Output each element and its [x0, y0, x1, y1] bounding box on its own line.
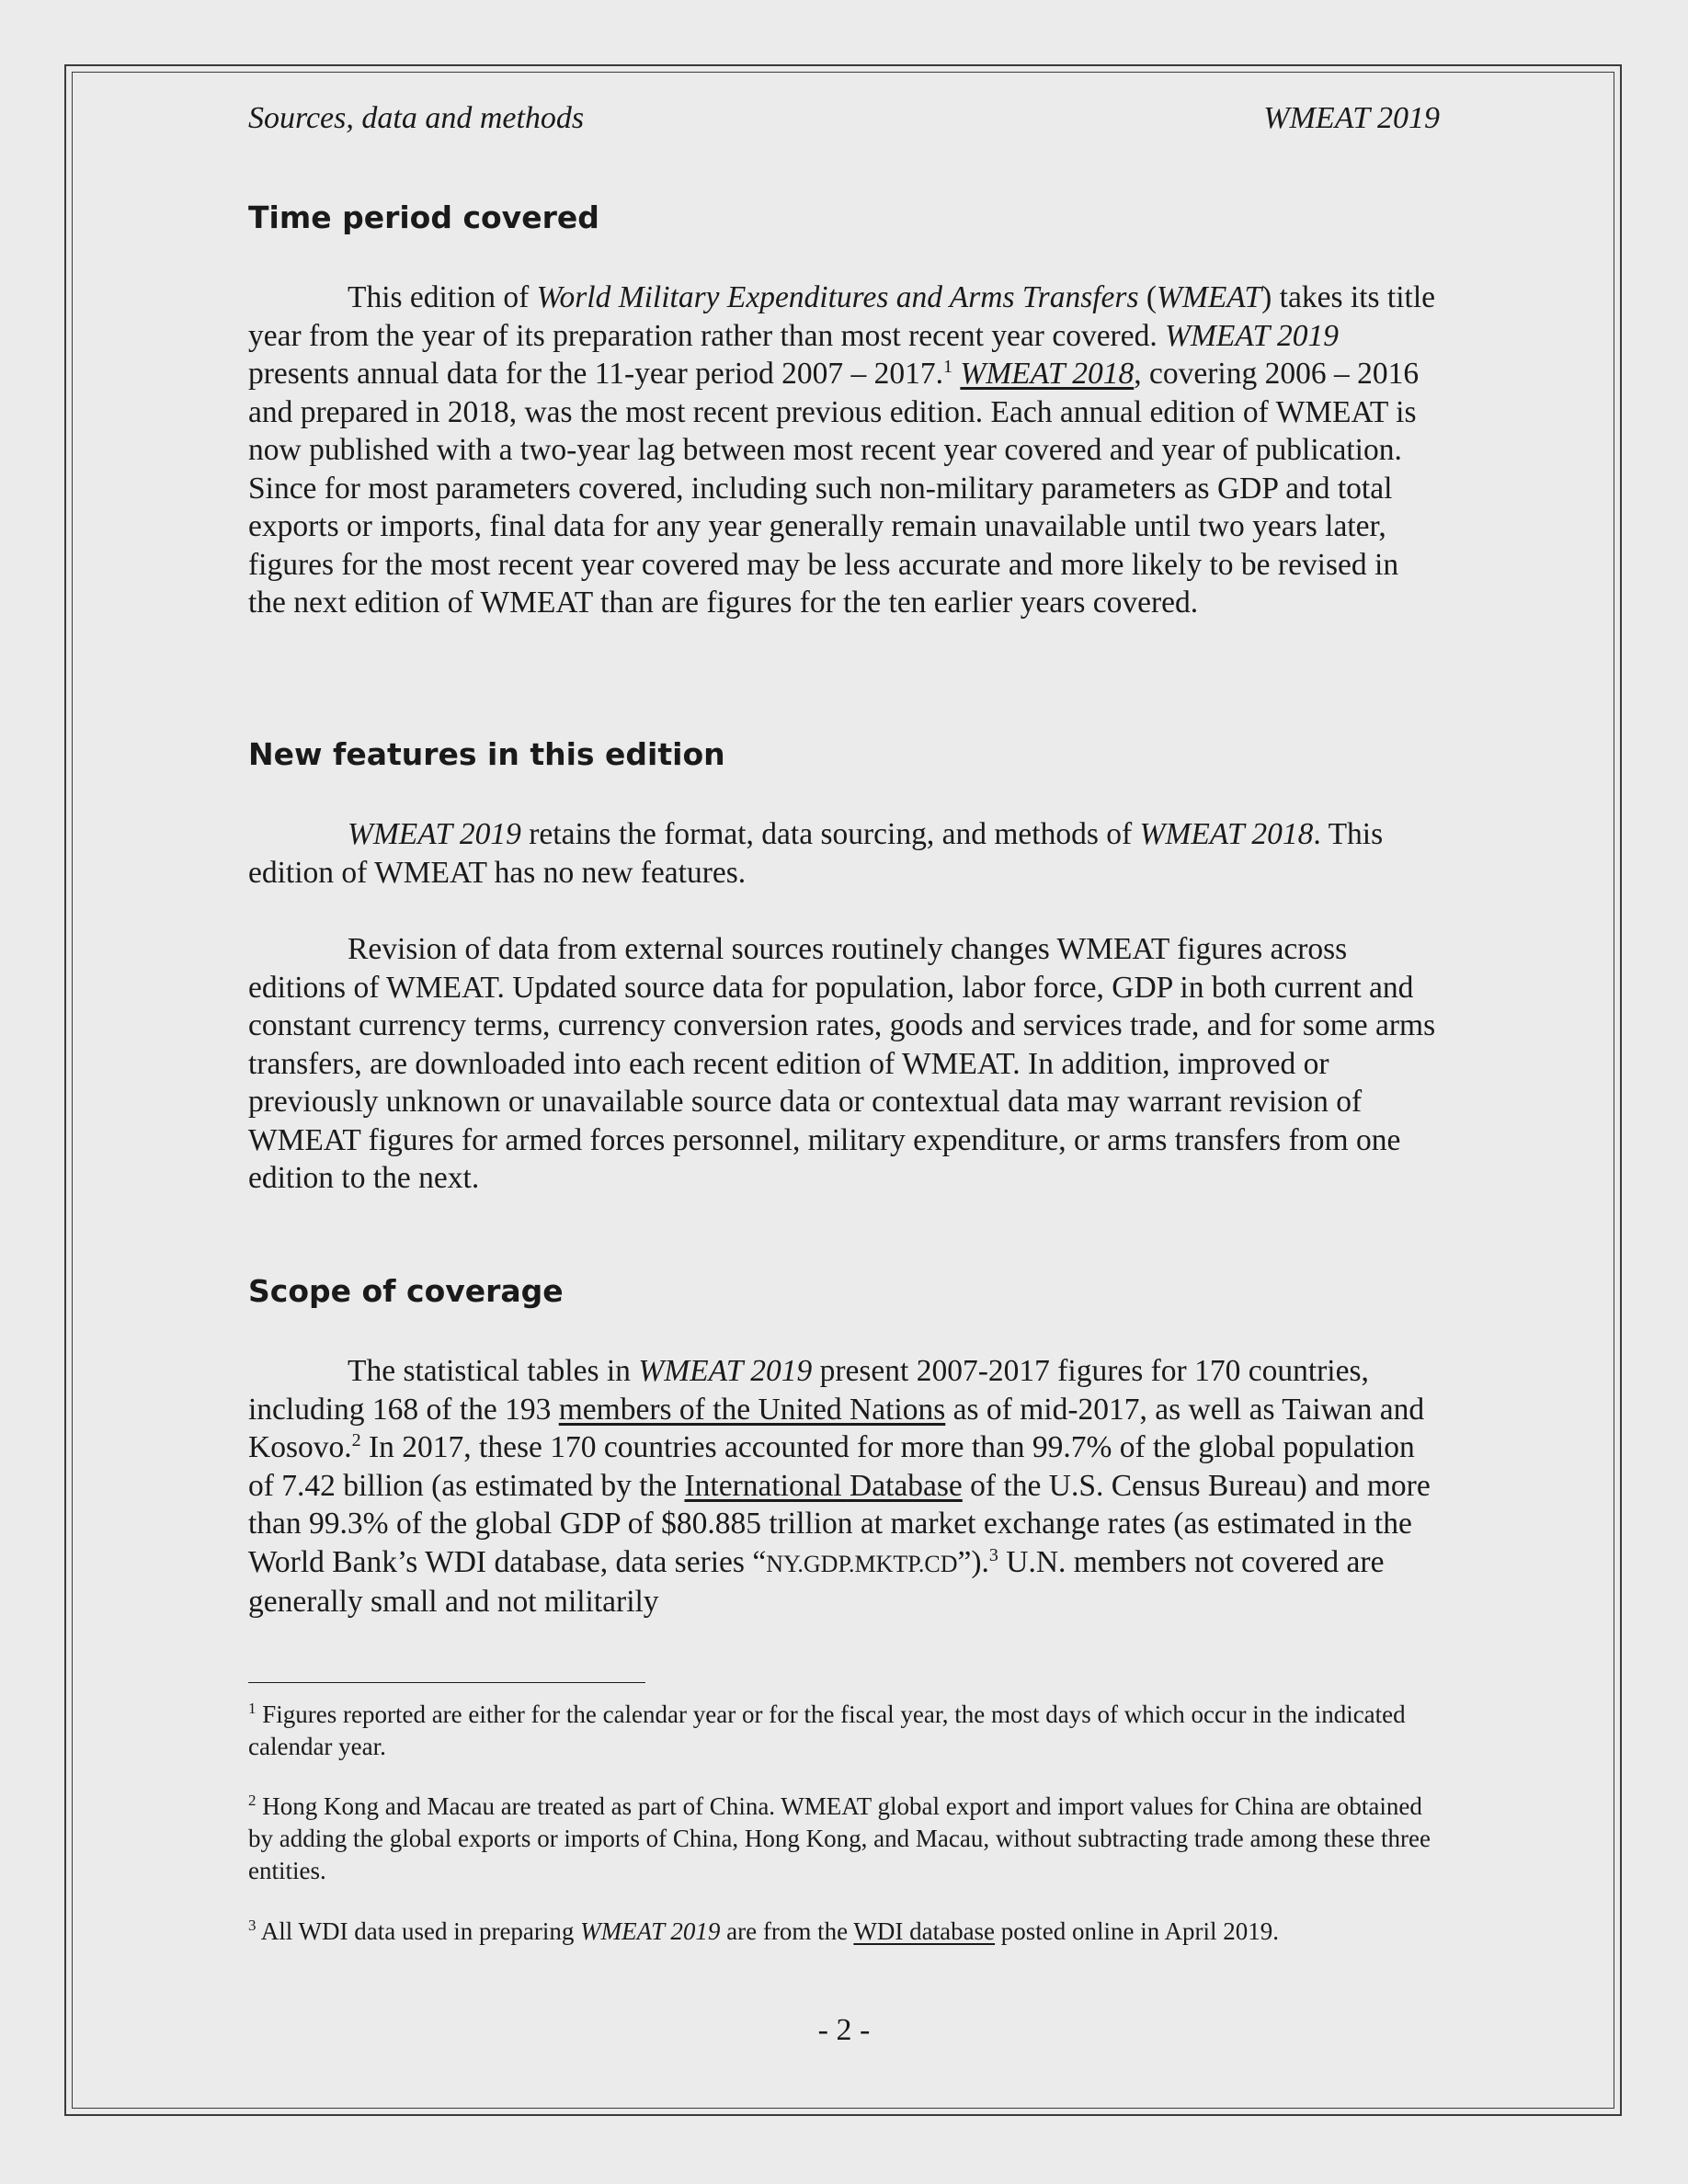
running-header-left: Sources, data and methods — [248, 101, 585, 135]
footnote-separator — [248, 1682, 645, 1683]
running-header — [248, 92, 1440, 145]
footnote-ref-3[interactable]: 3 — [988, 1544, 998, 1565]
running-header-right: WMEAT 2019 — [1263, 101, 1440, 135]
footnote-3: $^3$ All WDI data used in preparing WMEAT 2019 are from the WDI database posted online in April 2019. — [248, 1917, 1280, 1945]
link-international-database[interactable]: International Database — [684, 1468, 963, 1503]
link-wmeat-2018[interactable]: WMEAT 2018 — [960, 357, 1135, 391]
link-un-members[interactable]: members of the United Nations — [558, 1392, 946, 1427]
heading-scope-of-coverage: Scope of coverage — [248, 1273, 564, 1309]
document-page — [248, 92, 1440, 2047]
footnote-2: $^2$ Hong Kong and Macau are treated as part of China. WMEAT global export and import values for China are obtained by adding the global exports or imports of China, Hong Kong, and Macau, without subtracting trade among these three entities. — [248, 1792, 1431, 1884]
paragraph-time-period: This edition of World Military Expenditures and Arms Transfers (WMEAT) takes its title year from the year of its preparation rather than most recent year covered. WMEAT 2019 presents annual data for the 11-year period 2007 – 2017.$^1$ WMEAT 2018, covering 2006 – 2016 and prepared in 2018, was the most recent previous edition. Each annual edition of WMEAT is now published with a two-year lag between most recent year covered and year of publication. Since for most parameters covered, including such non-military parameters as GDP and total exports or imports, final data for any year generally remain unavailable until two years later, figures for the most recent year covered may be less accurate and more likely to be revised in the next edition of WMEAT than are figures for the ten earlier years covered. — [248, 280, 1436, 620]
paragraph-new-features-1: WMEAT 2019 retains the format, data sourcing, and methods of WMEAT 2018. This edition of WMEAT has no new features. — [248, 817, 1384, 890]
footnote-ref-2[interactable]: 2 — [351, 1429, 361, 1450]
paragraph-new-features-2: Revision of data from external sources routinely changes WMEAT figures across editions of WMEAT. Updated source data for population, labor force, GDP in both current and constant currency terms, currency conversion rates, goods and services trade, and for some arms transfers, are downloaded into each recent edition of WMEAT. In addition, improved or previously unknown or unavailable source data or contextual data may warrant revision of WMEAT figures for armed forces personnel, military expenditure, or arms transfers from one edition to the next. — [248, 932, 1436, 1195]
link-wdi-database[interactable]: WDI database — [853, 1917, 996, 1945]
data-series-code: NY.GDP.MKTP.CD — [766, 1550, 958, 1577]
page-number: - 2 - — [817, 2013, 871, 2047]
footnote-1: $^1$ Figures reported are either for the calendar year or for the fiscal year, the most days of which occur in the indicated calendar year. — [248, 1700, 1406, 1760]
paragraph-scope: The statistical tables in WMEAT 2019 present 2007-2017 figures for 170 countries, including 168 of the 193 members of the United Nations as of mid-2017, as well as Taiwan and Kosovo.$^2$ In 2017, these 170 countries accounted for more than 99.7% of the global population of 7.42 billion (as estimated by the International Database of the U.S. Census Bureau) and more than 99.3% of the global GDP of $80.885 trillion at market exchange rates (as estimated in the World Bank’s WDI database, data series “NY.GDP.MKTP.CD”).$^3$ U.N. members not covered are generally small and not militarily — [248, 1354, 1431, 1619]
footnote-ref-1[interactable]: 1 — [943, 356, 952, 377]
heading-time-period: Time period covered — [248, 199, 599, 235]
heading-new-features: New features in this edition — [248, 736, 725, 772]
